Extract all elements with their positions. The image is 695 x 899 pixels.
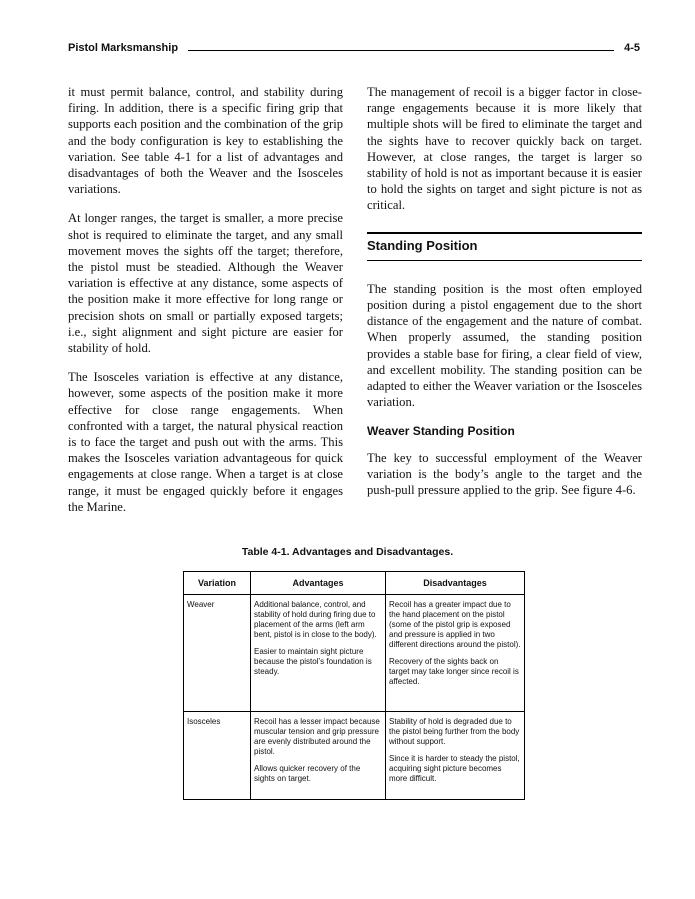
- table-caption: Table 4-1. Advantages and Disadvantages.: [241, 546, 454, 558]
- subsection-heading: Weaver Standing Position: [367, 424, 515, 439]
- page-number: 4-5: [618, 42, 640, 54]
- cell-text: Recoil has a greater impact due to the hand placement on the pistol (some of the pistol grip is exposed and pressure is applied in two different directions around the pistol).: [389, 600, 521, 649]
- table-header-row: [184, 572, 525, 595]
- cell-text: Easier to maintain sight picture because the pistol’s foundation is steady.: [254, 647, 372, 676]
- left-column: [68, 84, 343, 528]
- paragraph: The Isosceles variation is effective at any distance, however, some aspects of the position make it more effective for close range engagements. When confronted with a target, the natural physical reaction is to face the target and push out with the arms. This makes the Isosceles variation advantageous for quick engagements at close range. When a target is at close range, it must be engaged quickly before it engages the Marine.: [68, 370, 343, 514]
- right-column: [367, 84, 642, 511]
- table-row: [184, 595, 525, 712]
- table-cell-variation: Isosceles: [184, 712, 251, 800]
- cell-text: Since it is harder to steady the pistol, acquiring sight picture becomes more difficult.: [389, 754, 520, 783]
- table-cell-advantages: [251, 595, 386, 712]
- cell-text: Allows quicker recovery of the sights on target.: [254, 764, 361, 783]
- header-rule: [188, 50, 614, 51]
- paragraph: The management of recoil is a bigger factor in close-range engagements because it is more likely that multiple shots will be fired to eliminate the target and the sights have to recover quickly back on target. However, at close ranges, the target is larger so stability of hold is not as important because it is easier to hold the sights on target and sight picture is not as critical.: [367, 85, 642, 213]
- table-cell-disadvantages: [386, 595, 525, 712]
- table-row: [184, 712, 525, 800]
- cell-text: Additional balance, control, and stability of hold during firing due to placement of the arms (left arm bent, pistol is in close to the body).: [254, 600, 377, 639]
- paragraph: The key to successful employment of the Weaver variation is the body’s angle to the target and the push-pull pressure applied to the grip. See figure 4-6.: [367, 450, 642, 498]
- cell-text: Recovery of the sights back on target may take longer since recoil is affected.: [389, 657, 519, 686]
- cell-text: Stability of hold is degraded due to the pistol being further from the body without support.: [389, 717, 520, 746]
- running-header: [68, 41, 640, 59]
- cell-text: Recoil has a lesser impact because muscular tension and grip pressure are evenly distributed around the pistol.: [254, 717, 380, 756]
- header-title: Pistol Marksmanship: [68, 42, 186, 54]
- section-heading: Standing Position: [367, 232, 642, 261]
- table-cell-advantages: [251, 712, 386, 800]
- table-cell-disadvantages: [386, 712, 525, 800]
- table-header-cell: Disadvantages: [386, 572, 525, 595]
- advantages-table: [183, 571, 525, 800]
- paragraph: The standing position is the most often employed position during a pistol engagement due to the short distance of the engagement and the nature of combat. When properly assumed, the standing position provides a stable base for firing, a clear field of view, and excellent mobility. The standing position can be adapted to either the Weaver variation or the Isosceles variation.: [367, 281, 642, 410]
- table-cell-variation: Weaver: [184, 595, 251, 712]
- paragraph: it must permit balance, control, and stability during firing. In addition, there is a specific firing grip that supports each position and the combination of the grip and the body configuration is key to establishing the variation. See table 4-1 for a list of advantages and disadvantages of both the Weaver and the Isosceles variations.: [68, 85, 343, 197]
- table-header-cell: Advantages: [251, 572, 386, 595]
- table-header-cell: Variation: [184, 572, 251, 595]
- paragraph: At longer ranges, the target is smaller, a more precise shot is required to eliminate the target, and any small movement moves the sights off the target; therefore, the pistol must be steadied. Although the Weaver variation is effective at any distance, some aspects of the position make it more effective for long range or precision shots on small or partially exposed targets; i.e., sight alignment and sight picture are easier for stability of hold.: [68, 211, 343, 356]
